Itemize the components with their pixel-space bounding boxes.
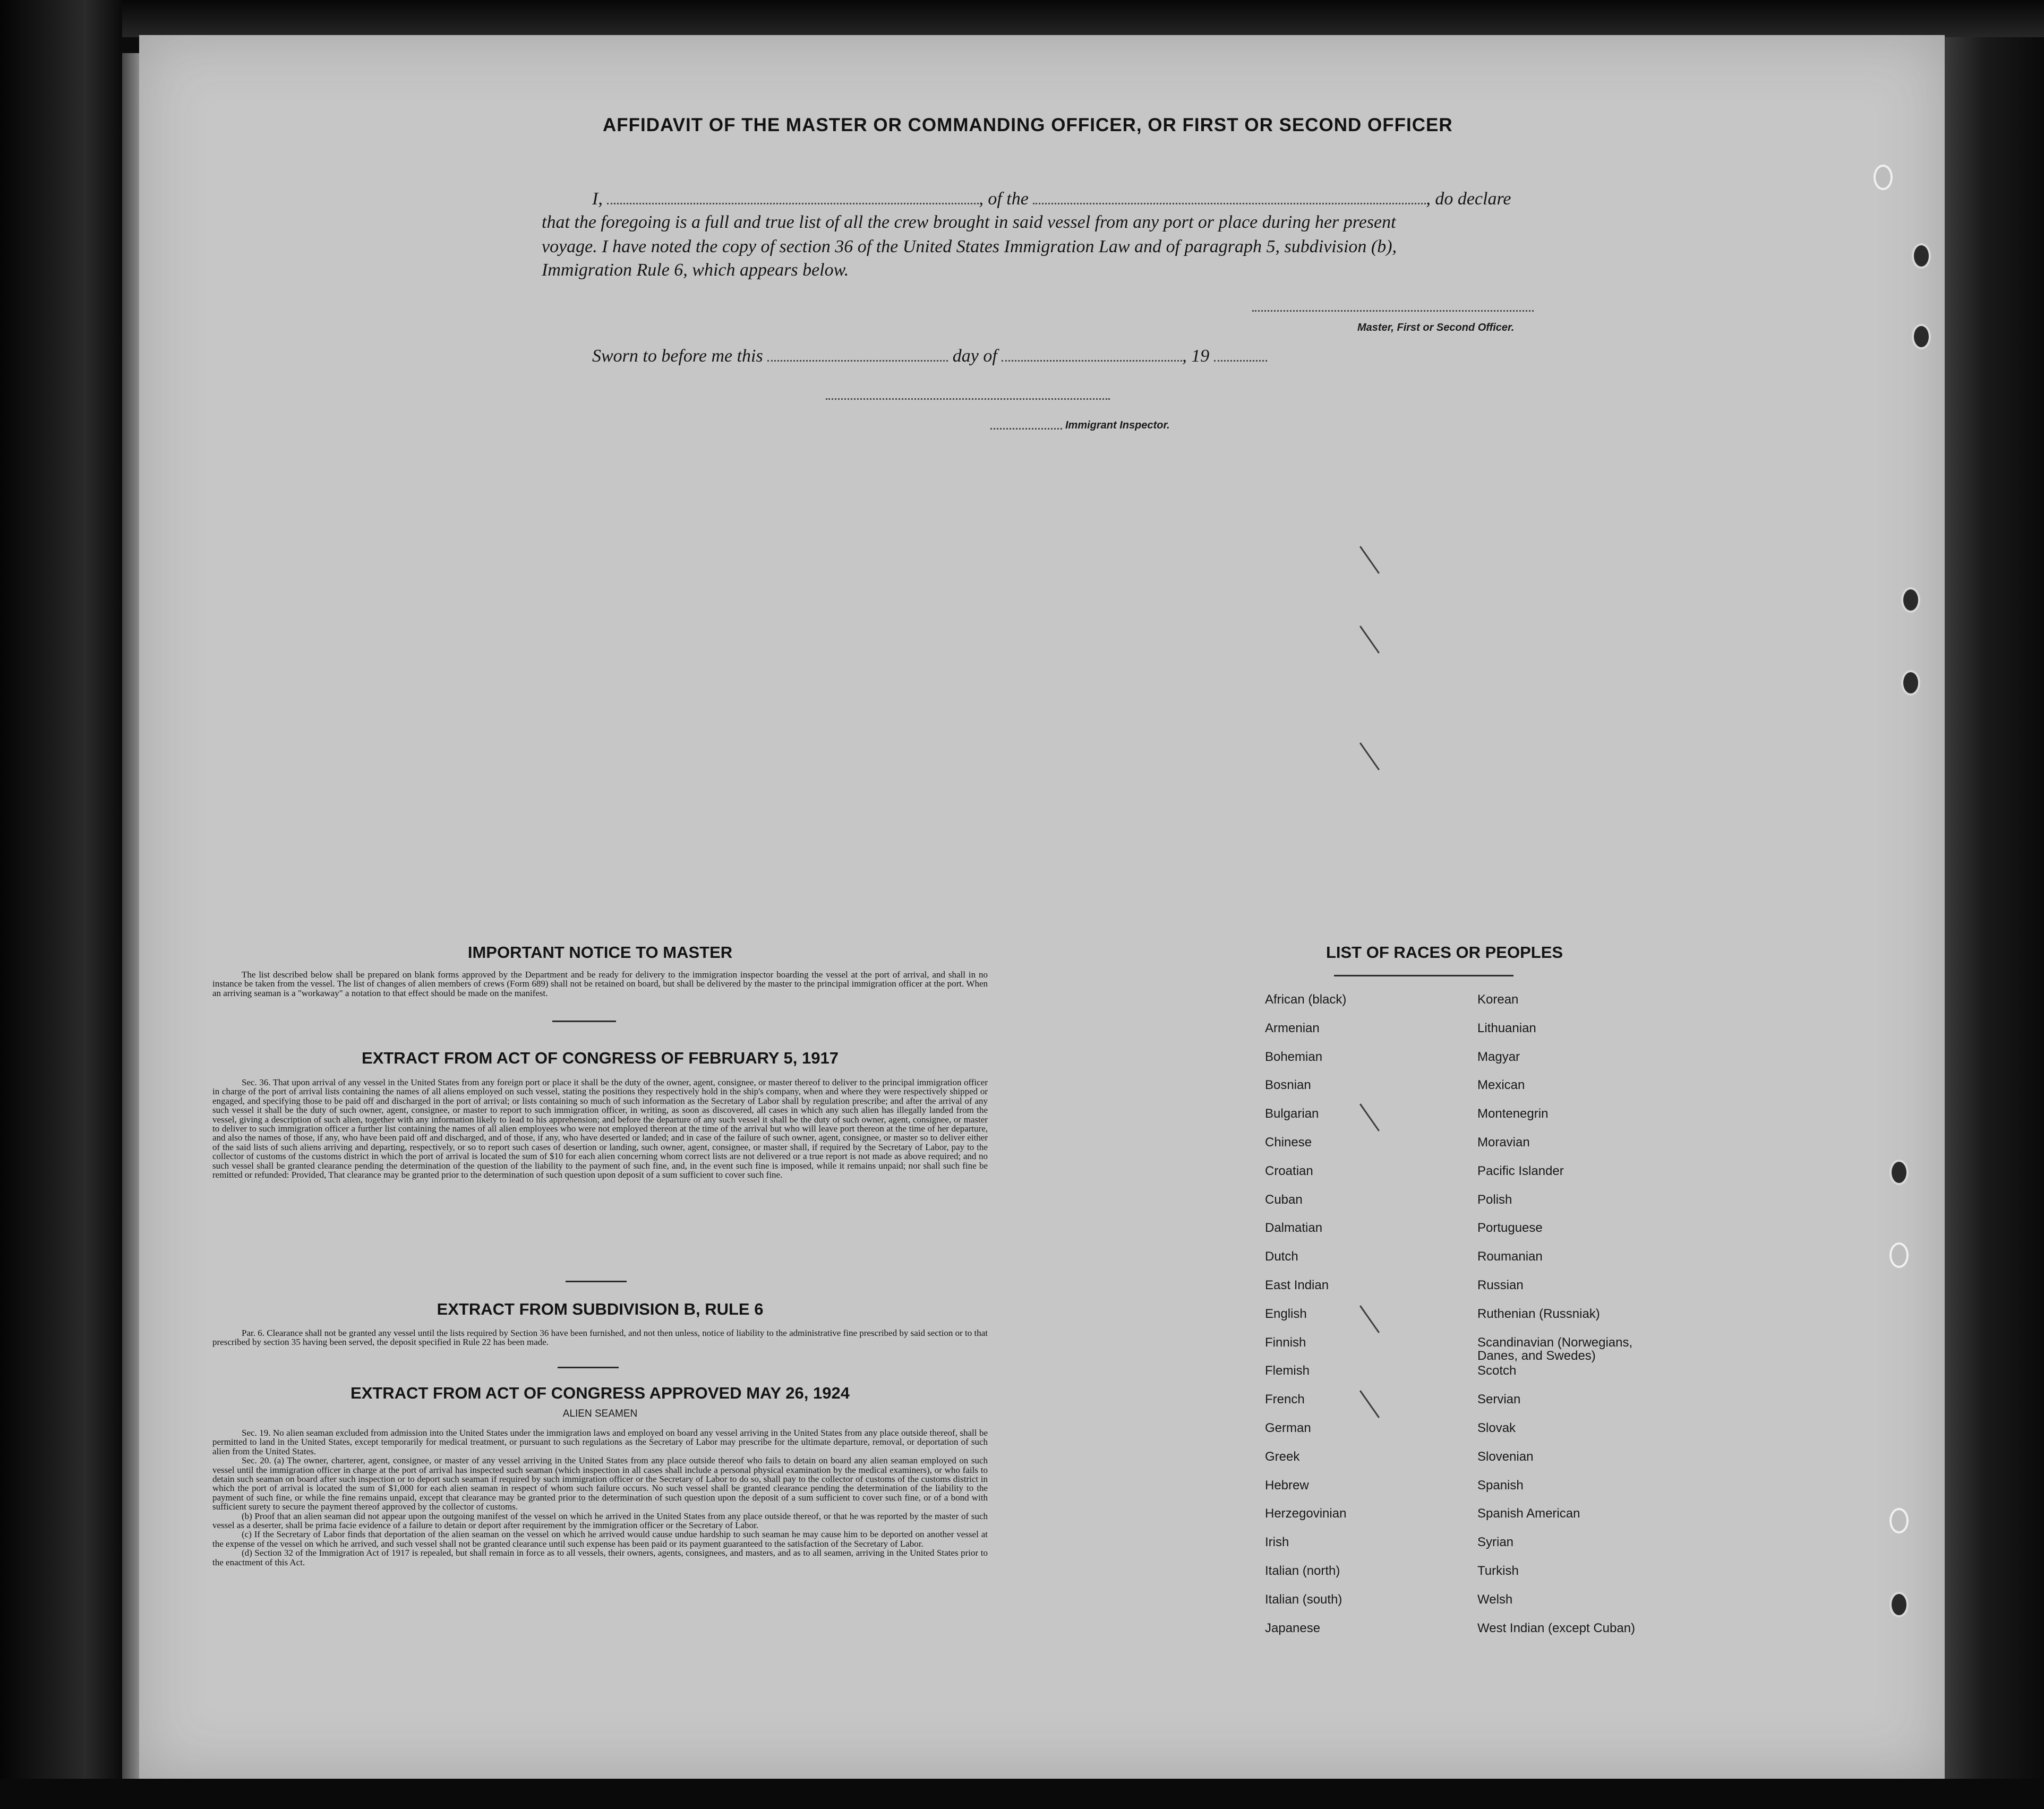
binder-hole-icon (1889, 1592, 1909, 1617)
race-item: Spanish (1477, 1478, 1524, 1493)
race-item: Portuguese (1477, 1221, 1543, 1236)
sworn-month-blank (1002, 347, 1182, 362)
sec-20b: (b) Proof that an alien seaman did not appear upon the outgoing manifest of the vessel on which he arrived in the United States from any place outside thereof, or that he was reported by the master of such vessel as a deserter, shall be prima facie evidence of a failure to detain or deport after requirement by the immigration officer or the Secretary of Labor. (212, 1511, 988, 1531)
affidavit-of: , of the (979, 189, 1029, 209)
sworn-year: , 19 (1182, 346, 1210, 366)
scan-border-left (0, 0, 122, 1809)
race-item: Spanish American (1477, 1506, 1580, 1521)
sworn-line (592, 346, 1590, 366)
race-item: Chinese (1265, 1135, 1312, 1150)
race-item: Dalmatian (1265, 1221, 1323, 1236)
sworn-prefix: Sworn to before me this (592, 346, 763, 366)
section-divider (558, 1367, 619, 1368)
sworn-day-blank (767, 347, 948, 362)
binder-hole-icon (1912, 324, 1931, 349)
race-item: Dutch (1265, 1249, 1298, 1264)
binder-hole-icon (1901, 670, 1920, 696)
race-item: African (black) (1265, 992, 1347, 1007)
race-item: Roumanian (1477, 1249, 1543, 1264)
scan-border-bottom (0, 1779, 2044, 1809)
race-item: Montenegrin (1477, 1107, 1549, 1121)
race-item: Magyar (1477, 1049, 1520, 1064)
affidavit-i: I, (592, 189, 603, 209)
extract-1917-title: EXTRACT FROM ACT OF CONGRESS OF FEBRUARY 5, 1917 (362, 1049, 839, 1067)
binder-hole-icon (1912, 243, 1931, 269)
sworn-year-blank (1214, 347, 1267, 362)
race-item: Herzegovinian (1265, 1506, 1347, 1521)
race-item: Bulgarian (1265, 1107, 1319, 1121)
race-item: Moravian (1477, 1135, 1530, 1150)
sec-20a: Sec. 20. (a) The owner, charterer, agent, consignee, or master of any vessel arriving in the United States from any place outside thereof who fails to detain on board any alien seaman employed on such vessel until the immigration officer in charge at the port of arrival has inspected such seaman (which inspection in all cases shall include a personal physical examination by the medical examiners), or who fails to detain such seaman on board after such inspection or to deport such seaman if required by such immigration officer or the Secretary of Labor to do so, shall pay to the collector of customs of the customs district in which the port of arrival is located the sum of $1,000 for each alien seaman in respect of whom such failure occurs. No such vessel shall be granted clearance pending the determination of the liability to the payment of such fine, or while the fine remains unpaid, except that clearance may be granted prior to the determination of such question upon the deposit of a sum sufficient to cover such fine, or of a bond with sufficient surety to secure the payment thereof approved by the collector of customs. (212, 1455, 988, 1512)
race-item: Ruthenian (Russniak) (1477, 1306, 1600, 1321)
race-item: Bosnian (1265, 1078, 1311, 1093)
race-item: Russian (1477, 1278, 1524, 1292)
affidavit-line-3: voyage. I have noted the copy of section 36 of the United States Immigration Law and of paragraph 5, subdivision (b), (542, 237, 1397, 256)
sec-20c: (c) If the Secretary of Labor finds that deportation of the alien seaman on the vessel on which he arrived would cause undue hardship to such seaman he may cause him to be deported on another vessel at the expense of the vessel on which he arrived, and such vessel shall not be granted clearance until such expense has been paid or its payment guaranteed to the satisfaction of the Secretary of Labor. (212, 1529, 988, 1549)
vessel-blank (1033, 190, 1426, 204)
notice-body: The list described below shall be prepared on blank forms approved by the Department and be ready for delivery to the immigration inspector boarding the vessel at the port of arrival, and shall in no instance be taken from the vessel. The list of changes of alien members of crews (Form 689) shall not be retained on board, but shall be delivered by the master to the principal immigration officer at the port. When an arriving seaman is a "workaway" a notation to that effect should be made on the manifest. (212, 970, 988, 998)
race-item: Japanese (1265, 1621, 1321, 1635)
race-item: Hebrew (1265, 1478, 1309, 1493)
scan-border-right (1945, 37, 2044, 1779)
race-item: Finnish (1265, 1335, 1306, 1350)
race-item: Armenian (1265, 1021, 1320, 1035)
sec-19: Sec. 19. No alien seaman excluded from admission into the United States under the immigration laws and employed on board any vessel arriving in the United States from any place outside thereof, shall be permitted to land in the United States, except temporarily for medical treatment, or pursuant to such regulations as the Secretary of Labor may prescribe for the ultimate departure, removal, or deportation of such alien from the United States. (212, 1428, 988, 1456)
race-item: Bohemian (1265, 1049, 1323, 1064)
section-divider (552, 1021, 616, 1022)
race-item: Slovak (1477, 1421, 1516, 1435)
scan-border-top (122, 0, 2044, 37)
race-item: West Indian (except Cuban) (1477, 1621, 1636, 1635)
race-item: English (1265, 1306, 1307, 1321)
affidavit-declare: , do declare (1426, 189, 1511, 209)
section-divider (566, 1281, 627, 1282)
affidavit-title: AFFIDAVIT OF THE MASTER OR COMMANDING OFFICER, OR FIRST OR SECOND OFFICER (603, 115, 1453, 135)
extract-1924-title: EXTRACT FROM ACT OF CONGRESS APPROVED MAY 26, 1924 (350, 1384, 850, 1402)
race-item: Korean (1477, 992, 1519, 1007)
master-signature-line (1252, 310, 1534, 312)
race-item: East Indian (1265, 1278, 1329, 1292)
race-item: Slovenian (1477, 1449, 1534, 1464)
binder-hole-icon (1889, 1242, 1909, 1268)
race-item: Flemish (1265, 1364, 1310, 1378)
binder-hole-icon (1889, 1508, 1909, 1533)
sec-20d: (d) Section 32 of the Immigration Act of 1917 is repealed, but shall remain in force as to all vessels, their owners, agents, consignees, and masters, and as to all seamen, arriving in the United States prior to the enactment of this Act. (212, 1548, 988, 1567)
race-item: Italian (south) (1265, 1592, 1342, 1607)
inspector-caption: Immigrant Inspector. (1065, 419, 1170, 431)
inspector-dotted-line (990, 428, 1062, 430)
race-item: Cuban (1265, 1192, 1303, 1207)
race-item: Croatian (1265, 1163, 1313, 1178)
races-title: LIST OF RACES OR PEOPLES (1325, 943, 1563, 962)
alien-seamen-subtitle: ALIEN SEAMEN (562, 1408, 638, 1419)
race-item: Scotch (1477, 1364, 1517, 1378)
race-item: Scandinavian (Norwegians, Danes, and Swedes) (1477, 1335, 1633, 1363)
affidavit-line-4: Immigration Rule 6, which appears below. (542, 260, 849, 280)
race-item: French (1265, 1392, 1305, 1407)
race-item: German (1265, 1421, 1311, 1435)
notice-title: IMPORTANT NOTICE TO MASTER (467, 943, 733, 962)
race-item: Pacific Islander (1477, 1163, 1564, 1178)
race-item: Lithuanian (1477, 1021, 1536, 1035)
binder-hole-icon (1874, 165, 1893, 190)
race-item: Servian (1477, 1392, 1521, 1407)
sworn-day: day of (952, 346, 997, 366)
race-item: Syrian (1477, 1535, 1514, 1550)
race-item: Polish (1477, 1192, 1512, 1207)
inspector-signature-line (826, 398, 1110, 400)
rule-6-body: Par. 6. Clearance shall not be granted any vessel until the lists required by Section 36 have been furnished, and not then unless, notice of liability to the administrative fine prescribed by said section or to that prescribed by section 35 having been served, the deposit specified in Rule 22 has been made. (212, 1328, 988, 1348)
name-blank (607, 190, 979, 204)
race-item: Greek (1265, 1449, 1300, 1464)
race-item: Mexican (1477, 1078, 1525, 1093)
race-item: Welsh (1477, 1592, 1513, 1607)
binder-hole-icon (1889, 1160, 1909, 1185)
affidavit-line-1 (542, 189, 1540, 209)
race-item: Turkish (1477, 1564, 1519, 1578)
race-item: Italian (north) (1265, 1564, 1340, 1578)
master-caption: Master, First or Second Officer. (1357, 322, 1515, 333)
rule-6-title: EXTRACT FROM SUBDIVISION B, RULE 6 (437, 1300, 764, 1318)
affidavit-line-2: that the foregoing is a full and true list of all the crew brought in said vessel from any port or place during her present (542, 212, 1396, 232)
race-item: Irish (1265, 1535, 1289, 1550)
races-title-underline (1334, 975, 1513, 976)
binder-hole-icon (1901, 587, 1920, 613)
extract-1924-body (212, 1428, 988, 1712)
extract-1917-body: Sec. 36. That upon arrival of any vessel in the United States from any foreign port or place it shall be the duty of the owner, agent, consignee, or master thereof to deliver to the principal immigration officer in charge of the port of arrival lists containing the names of all aliens employed on such vessel, stating the positions they respectively hold in the ship's company, when and where they were respectively shipped or engaged, and specifying those to be paid off and discharged in the port of arrival; or lists containing so much of such information as the Secretary of Labor shall by regulation prescribe; and after the arrival of any such vessel it shall be the duty of such owner, agent, consignee, or master to report to such immigration officer, in writing, as soon as discovered, all cases in which any such alien has illegally landed from the vessel, giving a description of such alien, together with any information likely to lead to his apprehension; and before the departure of any such vessel it shall be the duty of such owner, agent, consignee, or master to deliver to such immigration officer a further list containing the names of all alien employees who were not employed thereon at the time of the arrival but who will leave port thereon at the time of her departure, and also the names of those, if any, who have been paid off and discharged, and of those, if any, who have deserted or landed; and in case of the failure of such owner, agent, consignee, or master so to deliver either of the said lists of such aliens arriving and departing, respectively, or so to report such cases of desertion or landing, such owner, agent, consignee, or master shall, if required by the Secretary of Labor, pay to the collector of customs of the customs district in which the port of arrival is located the sum of $10 for each alien concerning whom correct lists are not delivered or a true report is not made as above required; and no such vessel shall be granted clearance pending the determination of the question of the liability to the payment of such fine, and, in the event such fine is imposed, while it remains unpaid; nor shall such fine be remitted or refunded: Provided, That clearance may be granted prior to the determination of such question upon deposit of a sum sufficient to cover such fine. (212, 1077, 988, 1180)
